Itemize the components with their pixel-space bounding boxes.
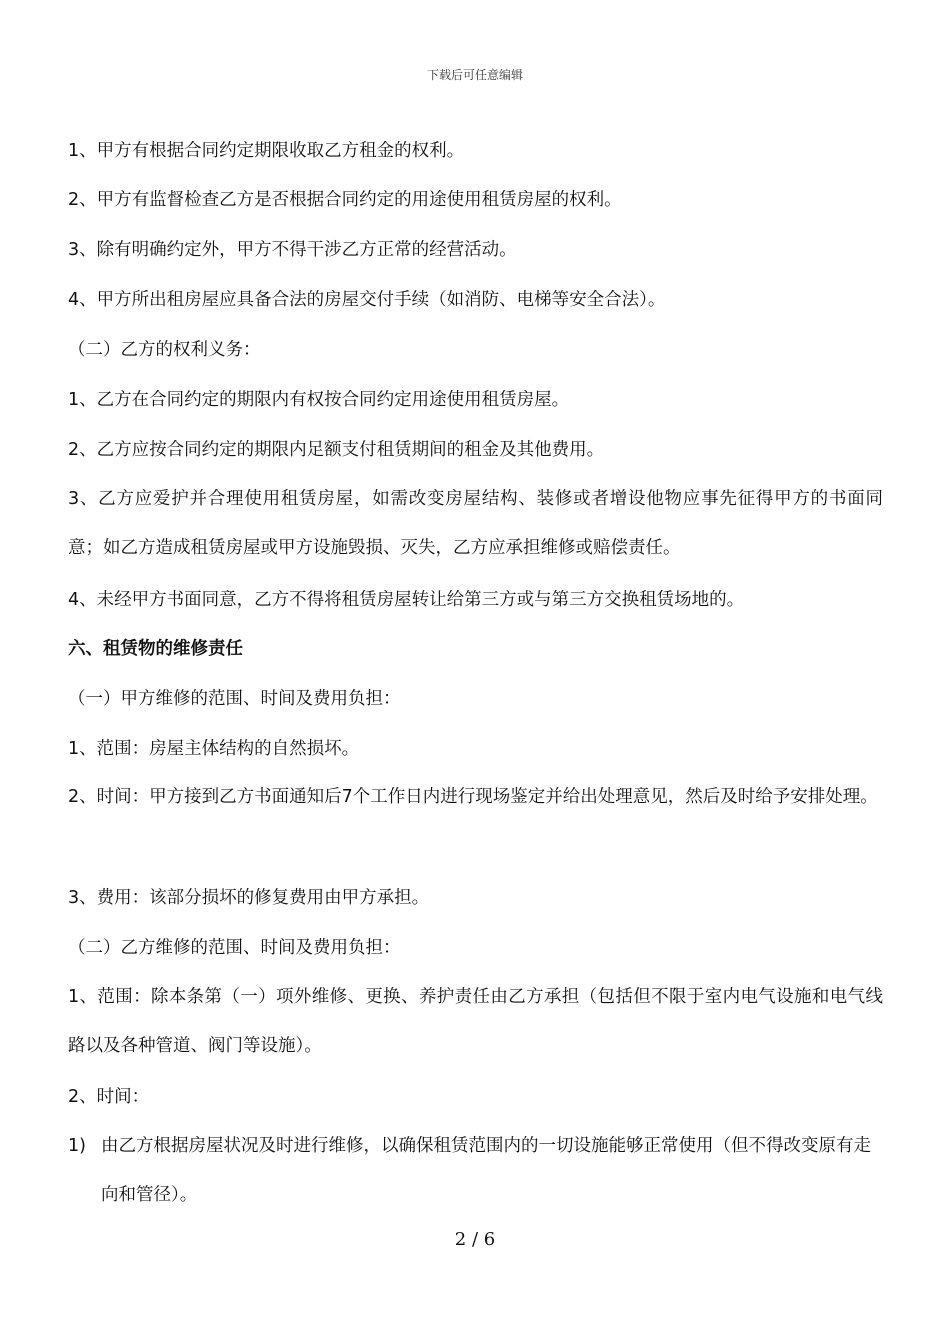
subsection-title: （二）乙方的权利义务： xyxy=(68,340,261,360)
clause-paragraph: 3、乙方应爱护并合理使用租赁房屋，如需改变房屋结构、装修或者增设他物应事先征得甲方的书面同意；如乙方造成租赁房屋或甲方设施毁损、灭失，乙方应承担维修或赔偿责任。 xyxy=(68,489,883,558)
subsection-title: （一）甲方维修的范围、时间及费用负担： xyxy=(68,689,401,709)
page-header: 下载后可任意编辑 xyxy=(426,68,523,82)
clause-paragraph: 4、未经甲方书面同意，乙方不得将租赁房屋转让给第三方或与第三方交换租赁场地的。 xyxy=(68,590,745,610)
clause-paragraph: 3、费用：该部分损坏的修复费用由甲方承担。 xyxy=(68,888,430,908)
clause-paragraph: 2、甲方有监督检查乙方是否根据合同约定的用途使用租赁房屋的权利。 xyxy=(68,190,622,210)
list-item-text: 由乙方根据房屋状况及时进行维修，以确保租赁范围内的一切设施能够正常使用（但不得改变原有走向和管径）。 xyxy=(101,1136,871,1205)
clause-paragraph: 1、甲方有根据合同约定期限收取乙方租金的权利。 xyxy=(68,141,465,161)
clause-paragraph: 3、除有明确约定外，甲方不得干涉乙方正常的经营活动。 xyxy=(68,240,517,260)
clause-paragraph: 2、时间： xyxy=(68,1087,150,1107)
clause-paragraph: 4、甲方所出租房屋应具备合法的房屋交付手续（如消防、电梯等安全合法）。 xyxy=(68,290,666,310)
list-item-number: 1) xyxy=(68,1136,86,1156)
clause-paragraph: 1、乙方在合同约定的期限内有权按合同约定用途使用租赁房屋。 xyxy=(68,390,570,410)
clause-paragraph: 2、乙方应按合同约定的期限内足额支付租赁期间的租金及其他费用。 xyxy=(68,440,605,460)
clause-paragraph: 1、范围：除本条第（一）项外维修、更换、养护责任由乙方承担（包括但不限于室内电气设施和电气线路以及各种管道、阀门等设施）。 xyxy=(68,987,883,1056)
page-number: 2 / 6 xyxy=(454,1229,496,1250)
clause-paragraph: 1、范围：房屋主体结构的自然损坏。 xyxy=(68,739,360,759)
subsection-title: （二）乙方维修的范围、时间及费用负担： xyxy=(68,938,401,958)
clause-paragraph: 2、时间：甲方接到乙方书面通知后7个工作日内进行现场鉴定并给出处理意见，然后及时给予安排处理。 xyxy=(68,787,878,807)
section-heading: 六、租赁物的维修责任 xyxy=(68,639,243,659)
